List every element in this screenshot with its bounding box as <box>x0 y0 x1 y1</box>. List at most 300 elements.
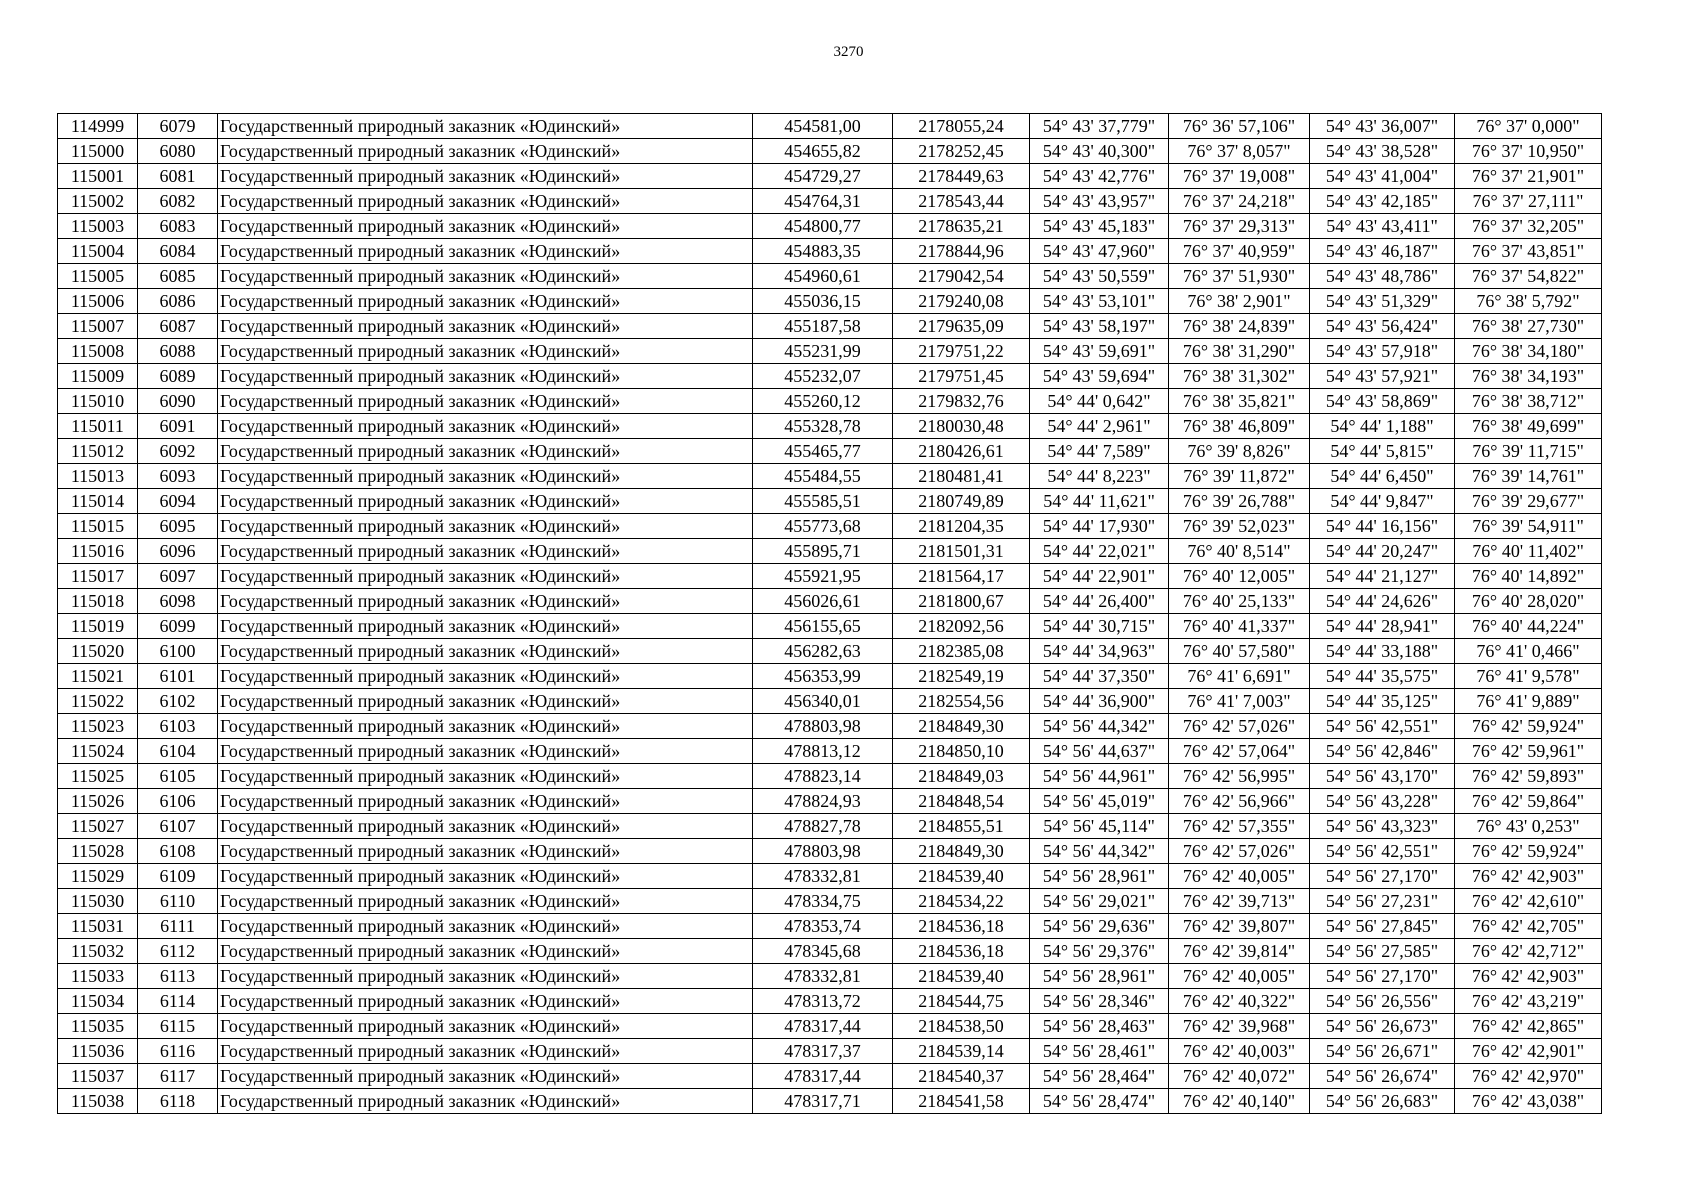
row-number-cell: 115013 <box>58 464 138 489</box>
x-coordinate-cell: 455585,51 <box>753 489 893 514</box>
y-coordinate-cell: 2179042,54 <box>893 264 1030 289</box>
name-cell: Государственный природный заказник «Юдинский» <box>218 139 753 164</box>
point-number-cell: 6097 <box>138 564 218 589</box>
x-coordinate-cell: 478317,71 <box>753 1089 893 1114</box>
latitude-cell: 54° 43' 42,776" <box>1030 164 1169 189</box>
y-coordinate-cell: 2184541,58 <box>893 1089 1030 1114</box>
latitude-alt-cell: 54° 44' 9,847" <box>1310 489 1455 514</box>
latitude-alt-cell: 54° 43' 36,007" <box>1310 114 1455 139</box>
row-number-cell: 115004 <box>58 239 138 264</box>
name-cell: Государственный природный заказник «Юдинский» <box>218 964 753 989</box>
latitude-alt-cell: 54° 56' 27,845" <box>1310 914 1455 939</box>
x-coordinate-cell: 456353,99 <box>753 664 893 689</box>
latitude-alt-cell: 54° 44' 1,188" <box>1310 414 1455 439</box>
latitude-cell: 54° 43' 59,691" <box>1030 339 1169 364</box>
latitude-cell: 54° 44' 0,642" <box>1030 389 1169 414</box>
row-number-cell: 115022 <box>58 689 138 714</box>
name-cell: Государственный природный заказник «Юдинский» <box>218 514 753 539</box>
x-coordinate-cell: 455465,77 <box>753 439 893 464</box>
y-coordinate-cell: 2184538,50 <box>893 1014 1030 1039</box>
row-number-cell: 115001 <box>58 164 138 189</box>
row-number-cell: 115000 <box>58 139 138 164</box>
point-number-cell: 6101 <box>138 664 218 689</box>
latitude-cell: 54° 44' 8,223" <box>1030 464 1169 489</box>
longitude-alt-cell: 76° 37' 0,000" <box>1455 114 1602 139</box>
longitude-alt-cell: 76° 37' 54,822" <box>1455 264 1602 289</box>
row-number-cell: 115018 <box>58 589 138 614</box>
row-number-cell: 115005 <box>58 264 138 289</box>
name-cell: Государственный природный заказник «Юдинский» <box>218 789 753 814</box>
longitude-alt-cell: 76° 42' 42,903" <box>1455 964 1602 989</box>
longitude-cell: 76° 40' 25,133" <box>1169 589 1310 614</box>
latitude-alt-cell: 54° 56' 42,551" <box>1310 714 1455 739</box>
longitude-alt-cell: 76° 42' 59,893" <box>1455 764 1602 789</box>
name-cell: Государственный природный заказник «Юдинский» <box>218 314 753 339</box>
longitude-alt-cell: 76° 37' 32,205" <box>1455 214 1602 239</box>
y-coordinate-cell: 2184536,18 <box>893 939 1030 964</box>
longitude-cell: 76° 42' 40,003" <box>1169 1039 1310 1064</box>
longitude-alt-cell: 76° 37' 27,111" <box>1455 189 1602 214</box>
latitude-cell: 54° 44' 34,963" <box>1030 639 1169 664</box>
table-row <box>58 789 1602 814</box>
longitude-alt-cell: 76° 42' 59,864" <box>1455 789 1602 814</box>
row-number-cell: 115034 <box>58 989 138 1014</box>
y-coordinate-cell: 2178543,44 <box>893 189 1030 214</box>
name-cell: Государственный природный заказник «Юдинский» <box>218 489 753 514</box>
row-number-cell: 115024 <box>58 739 138 764</box>
x-coordinate-cell: 455921,95 <box>753 564 893 589</box>
y-coordinate-cell: 2184539,40 <box>893 964 1030 989</box>
table-row <box>58 339 1602 364</box>
y-coordinate-cell: 2179635,09 <box>893 314 1030 339</box>
latitude-cell: 54° 56' 29,021" <box>1030 889 1169 914</box>
longitude-alt-cell: 76° 38' 34,180" <box>1455 339 1602 364</box>
name-cell: Государственный природный заказник «Юдинский» <box>218 1014 753 1039</box>
latitude-cell: 54° 43' 43,957" <box>1030 189 1169 214</box>
longitude-cell: 76° 39' 8,826" <box>1169 439 1310 464</box>
x-coordinate-cell: 455231,99 <box>753 339 893 364</box>
name-cell: Государственный природный заказник «Юдинский» <box>218 1064 753 1089</box>
row-number-cell: 115032 <box>58 939 138 964</box>
row-number-cell: 115014 <box>58 489 138 514</box>
longitude-alt-cell: 76° 39' 54,911" <box>1455 514 1602 539</box>
longitude-alt-cell: 76° 38' 49,699" <box>1455 414 1602 439</box>
point-number-cell: 6089 <box>138 364 218 389</box>
point-number-cell: 6117 <box>138 1064 218 1089</box>
coordinates-table <box>57 113 1602 1114</box>
longitude-cell: 76° 42' 40,005" <box>1169 964 1310 989</box>
latitude-cell: 54° 43' 40,300" <box>1030 139 1169 164</box>
y-coordinate-cell: 2178449,63 <box>893 164 1030 189</box>
row-number-cell: 115006 <box>58 289 138 314</box>
name-cell: Государственный природный заказник «Юдинский» <box>218 989 753 1014</box>
longitude-alt-cell: 76° 42' 59,924" <box>1455 839 1602 864</box>
x-coordinate-cell: 478813,12 <box>753 739 893 764</box>
table-row <box>58 939 1602 964</box>
row-number-cell: 115027 <box>58 814 138 839</box>
row-number-cell: 115025 <box>58 764 138 789</box>
x-coordinate-cell: 454655,82 <box>753 139 893 164</box>
row-number-cell: 115011 <box>58 414 138 439</box>
point-number-cell: 6104 <box>138 739 218 764</box>
x-coordinate-cell: 478313,72 <box>753 989 893 1014</box>
x-coordinate-cell: 478317,44 <box>753 1014 893 1039</box>
longitude-cell: 76° 40' 57,580" <box>1169 639 1310 664</box>
latitude-cell: 54° 44' 17,930" <box>1030 514 1169 539</box>
table-row <box>58 314 1602 339</box>
longitude-alt-cell: 76° 37' 10,950" <box>1455 139 1602 164</box>
table-body <box>58 114 1602 1114</box>
longitude-alt-cell: 76° 42' 43,038" <box>1455 1089 1602 1114</box>
table-row <box>58 1089 1602 1114</box>
latitude-cell: 54° 56' 28,961" <box>1030 964 1169 989</box>
latitude-alt-cell: 54° 56' 27,585" <box>1310 939 1455 964</box>
name-cell: Государственный природный заказник «Юдинский» <box>218 739 753 764</box>
y-coordinate-cell: 2179751,45 <box>893 364 1030 389</box>
table-row <box>58 839 1602 864</box>
latitude-cell: 54° 43' 45,183" <box>1030 214 1169 239</box>
table-row <box>58 464 1602 489</box>
latitude-cell: 54° 56' 28,346" <box>1030 989 1169 1014</box>
x-coordinate-cell: 478334,75 <box>753 889 893 914</box>
row-number-cell: 115038 <box>58 1089 138 1114</box>
row-number-cell: 115007 <box>58 314 138 339</box>
latitude-cell: 54° 56' 29,376" <box>1030 939 1169 964</box>
longitude-cell: 76° 42' 57,026" <box>1169 714 1310 739</box>
y-coordinate-cell: 2184539,40 <box>893 864 1030 889</box>
row-number-cell: 115037 <box>58 1064 138 1089</box>
longitude-cell: 76° 38' 46,809" <box>1169 414 1310 439</box>
longitude-cell: 76° 42' 57,026" <box>1169 839 1310 864</box>
latitude-cell: 54° 56' 44,342" <box>1030 714 1169 739</box>
x-coordinate-cell: 478803,98 <box>753 839 893 864</box>
table-row <box>58 914 1602 939</box>
table-row <box>58 739 1602 764</box>
longitude-alt-cell: 76° 42' 42,712" <box>1455 939 1602 964</box>
x-coordinate-cell: 454960,61 <box>753 264 893 289</box>
point-number-cell: 6083 <box>138 214 218 239</box>
x-coordinate-cell: 454729,27 <box>753 164 893 189</box>
y-coordinate-cell: 2179240,08 <box>893 289 1030 314</box>
point-number-cell: 6108 <box>138 839 218 864</box>
name-cell: Государственный природный заказник «Юдинский» <box>218 114 753 139</box>
latitude-cell: 54° 56' 44,637" <box>1030 739 1169 764</box>
x-coordinate-cell: 454764,31 <box>753 189 893 214</box>
longitude-cell: 76° 38' 2,901" <box>1169 289 1310 314</box>
latitude-cell: 54° 44' 30,715" <box>1030 614 1169 639</box>
longitude-cell: 76° 37' 51,930" <box>1169 264 1310 289</box>
longitude-cell: 76° 40' 8,514" <box>1169 539 1310 564</box>
latitude-cell: 54° 44' 37,350" <box>1030 664 1169 689</box>
point-number-cell: 6092 <box>138 439 218 464</box>
table-row <box>58 1014 1602 1039</box>
row-number-cell: 115028 <box>58 839 138 864</box>
longitude-alt-cell: 76° 40' 28,020" <box>1455 589 1602 614</box>
table-row <box>58 414 1602 439</box>
longitude-alt-cell: 76° 41' 0,466" <box>1455 639 1602 664</box>
latitude-alt-cell: 54° 44' 21,127" <box>1310 564 1455 589</box>
longitude-cell: 76° 37' 8,057" <box>1169 139 1310 164</box>
y-coordinate-cell: 2184848,54 <box>893 789 1030 814</box>
x-coordinate-cell: 455773,68 <box>753 514 893 539</box>
y-coordinate-cell: 2182385,08 <box>893 639 1030 664</box>
longitude-cell: 76° 42' 39,968" <box>1169 1014 1310 1039</box>
point-number-cell: 6107 <box>138 814 218 839</box>
point-number-cell: 6093 <box>138 464 218 489</box>
longitude-cell: 76° 38' 35,821" <box>1169 389 1310 414</box>
latitude-alt-cell: 54° 44' 6,450" <box>1310 464 1455 489</box>
y-coordinate-cell: 2184849,03 <box>893 764 1030 789</box>
longitude-cell: 76° 38' 31,290" <box>1169 339 1310 364</box>
x-coordinate-cell: 478332,81 <box>753 964 893 989</box>
row-number-cell: 115031 <box>58 914 138 939</box>
latitude-cell: 54° 44' 22,901" <box>1030 564 1169 589</box>
y-coordinate-cell: 2182092,56 <box>893 614 1030 639</box>
name-cell: Государственный природный заказник «Юдинский» <box>218 839 753 864</box>
longitude-alt-cell: 76° 42' 43,219" <box>1455 989 1602 1014</box>
name-cell: Государственный природный заказник «Юдинский» <box>218 664 753 689</box>
table-row <box>58 214 1602 239</box>
x-coordinate-cell: 456026,61 <box>753 589 893 614</box>
x-coordinate-cell: 478317,44 <box>753 1064 893 1089</box>
name-cell: Государственный природный заказник «Юдинский» <box>218 764 753 789</box>
row-number-cell: 115015 <box>58 514 138 539</box>
x-coordinate-cell: 478803,98 <box>753 714 893 739</box>
name-cell: Государственный природный заказник «Юдинский» <box>218 864 753 889</box>
point-number-cell: 6085 <box>138 264 218 289</box>
table-row <box>58 764 1602 789</box>
longitude-cell: 76° 40' 41,337" <box>1169 614 1310 639</box>
latitude-alt-cell: 54° 44' 24,626" <box>1310 589 1455 614</box>
name-cell: Государственный природный заказник «Юдинский» <box>218 439 753 464</box>
x-coordinate-cell: 455187,58 <box>753 314 893 339</box>
latitude-alt-cell: 54° 56' 26,674" <box>1310 1064 1455 1089</box>
y-coordinate-cell: 2184855,51 <box>893 814 1030 839</box>
latitude-cell: 54° 44' 2,961" <box>1030 414 1169 439</box>
latitude-alt-cell: 54° 56' 42,551" <box>1310 839 1455 864</box>
row-number-cell: 115023 <box>58 714 138 739</box>
y-coordinate-cell: 2184850,10 <box>893 739 1030 764</box>
latitude-cell: 54° 43' 47,960" <box>1030 239 1169 264</box>
name-cell: Государственный природный заказник «Юдинский» <box>218 814 753 839</box>
x-coordinate-cell: 478824,93 <box>753 789 893 814</box>
name-cell: Государственный природный заказник «Юдинский» <box>218 564 753 589</box>
table-row <box>58 664 1602 689</box>
longitude-alt-cell: 76° 42' 59,961" <box>1455 739 1602 764</box>
x-coordinate-cell: 478332,81 <box>753 864 893 889</box>
y-coordinate-cell: 2184540,37 <box>893 1064 1030 1089</box>
longitude-cell: 76° 42' 57,064" <box>1169 739 1310 764</box>
table-row <box>58 389 1602 414</box>
longitude-alt-cell: 76° 40' 44,224" <box>1455 614 1602 639</box>
y-coordinate-cell: 2184544,75 <box>893 989 1030 1014</box>
row-number-cell: 115016 <box>58 539 138 564</box>
point-number-cell: 6106 <box>138 789 218 814</box>
y-coordinate-cell: 2178055,24 <box>893 114 1030 139</box>
x-coordinate-cell: 478345,68 <box>753 939 893 964</box>
latitude-alt-cell: 54° 43' 43,411" <box>1310 214 1455 239</box>
latitude-cell: 54° 56' 29,636" <box>1030 914 1169 939</box>
point-number-cell: 6084 <box>138 239 218 264</box>
longitude-cell: 76° 42' 57,355" <box>1169 814 1310 839</box>
longitude-alt-cell: 76° 42' 42,901" <box>1455 1039 1602 1064</box>
longitude-cell: 76° 42' 56,966" <box>1169 789 1310 814</box>
row-number-cell: 114999 <box>58 114 138 139</box>
longitude-cell: 76° 41' 7,003" <box>1169 689 1310 714</box>
x-coordinate-cell: 456340,01 <box>753 689 893 714</box>
longitude-cell: 76° 42' 40,322" <box>1169 989 1310 1014</box>
row-number-cell: 115033 <box>58 964 138 989</box>
name-cell: Государственный природный заказник «Юдинский» <box>218 464 753 489</box>
table-row <box>58 364 1602 389</box>
latitude-cell: 54° 43' 37,779" <box>1030 114 1169 139</box>
latitude-cell: 54° 56' 28,464" <box>1030 1064 1169 1089</box>
point-number-cell: 6095 <box>138 514 218 539</box>
latitude-alt-cell: 54° 44' 20,247" <box>1310 539 1455 564</box>
page-number: 3270 <box>833 44 864 60</box>
point-number-cell: 6090 <box>138 389 218 414</box>
y-coordinate-cell: 2184849,30 <box>893 839 1030 864</box>
x-coordinate-cell: 455260,12 <box>753 389 893 414</box>
row-number-cell: 115021 <box>58 664 138 689</box>
longitude-cell: 76° 39' 52,023" <box>1169 514 1310 539</box>
point-number-cell: 6081 <box>138 164 218 189</box>
y-coordinate-cell: 2181800,67 <box>893 589 1030 614</box>
longitude-alt-cell: 76° 42' 59,924" <box>1455 714 1602 739</box>
name-cell: Государственный природный заказник «Юдинский» <box>218 714 753 739</box>
row-number-cell: 115009 <box>58 364 138 389</box>
longitude-alt-cell: 76° 42' 42,970" <box>1455 1064 1602 1089</box>
latitude-alt-cell: 54° 56' 27,170" <box>1310 964 1455 989</box>
point-number-cell: 6098 <box>138 589 218 614</box>
x-coordinate-cell: 478353,74 <box>753 914 893 939</box>
table-row <box>58 164 1602 189</box>
longitude-alt-cell: 76° 37' 43,851" <box>1455 239 1602 264</box>
table-row <box>58 289 1602 314</box>
longitude-cell: 76° 42' 39,814" <box>1169 939 1310 964</box>
row-number-cell: 115036 <box>58 1039 138 1064</box>
longitude-alt-cell: 76° 42' 42,610" <box>1455 889 1602 914</box>
point-number-cell: 6116 <box>138 1039 218 1064</box>
latitude-cell: 54° 44' 26,400" <box>1030 589 1169 614</box>
point-number-cell: 6103 <box>138 714 218 739</box>
longitude-cell: 76° 42' 40,140" <box>1169 1089 1310 1114</box>
latitude-alt-cell: 54° 44' 16,156" <box>1310 514 1455 539</box>
latitude-cell: 54° 44' 7,589" <box>1030 439 1169 464</box>
longitude-alt-cell: 76° 38' 38,712" <box>1455 389 1602 414</box>
latitude-cell: 54° 56' 45,114" <box>1030 814 1169 839</box>
longitude-cell: 76° 37' 29,313" <box>1169 214 1310 239</box>
point-number-cell: 6082 <box>138 189 218 214</box>
table-row <box>58 989 1602 1014</box>
table-row <box>58 264 1602 289</box>
latitude-alt-cell: 54° 56' 27,231" <box>1310 889 1455 914</box>
x-coordinate-cell: 454883,35 <box>753 239 893 264</box>
name-cell: Государственный природный заказник «Юдинский» <box>218 289 753 314</box>
name-cell: Государственный природный заказник «Юдинский» <box>218 339 753 364</box>
x-coordinate-cell: 456282,63 <box>753 639 893 664</box>
table-row <box>58 439 1602 464</box>
latitude-cell: 54° 43' 59,694" <box>1030 364 1169 389</box>
table-row <box>58 239 1602 264</box>
table-row <box>58 189 1602 214</box>
y-coordinate-cell: 2182554,56 <box>893 689 1030 714</box>
row-number-cell: 115002 <box>58 189 138 214</box>
table-row <box>58 964 1602 989</box>
point-number-cell: 6099 <box>138 614 218 639</box>
point-number-cell: 6109 <box>138 864 218 889</box>
point-number-cell: 6113 <box>138 964 218 989</box>
longitude-cell: 76° 39' 26,788" <box>1169 489 1310 514</box>
latitude-cell: 54° 56' 28,474" <box>1030 1089 1169 1114</box>
longitude-cell: 76° 37' 19,008" <box>1169 164 1310 189</box>
table-row <box>58 114 1602 139</box>
y-coordinate-cell: 2180481,41 <box>893 464 1030 489</box>
y-coordinate-cell: 2179751,22 <box>893 339 1030 364</box>
x-coordinate-cell: 454581,00 <box>753 114 893 139</box>
row-number-cell: 115003 <box>58 214 138 239</box>
longitude-cell: 76° 40' 12,005" <box>1169 564 1310 589</box>
latitude-cell: 54° 43' 50,559" <box>1030 264 1169 289</box>
latitude-cell: 54° 56' 44,961" <box>1030 764 1169 789</box>
latitude-cell: 54° 43' 53,101" <box>1030 289 1169 314</box>
point-number-cell: 6114 <box>138 989 218 1014</box>
longitude-cell: 76° 38' 24,839" <box>1169 314 1310 339</box>
latitude-alt-cell: 54° 43' 57,921" <box>1310 364 1455 389</box>
latitude-cell: 54° 56' 28,961" <box>1030 864 1169 889</box>
latitude-alt-cell: 54° 44' 35,125" <box>1310 689 1455 714</box>
point-number-cell: 6088 <box>138 339 218 364</box>
latitude-alt-cell: 54° 43' 56,424" <box>1310 314 1455 339</box>
x-coordinate-cell: 455484,55 <box>753 464 893 489</box>
name-cell: Государственный природный заказник «Юдинский» <box>218 914 753 939</box>
latitude-alt-cell: 54° 43' 57,918" <box>1310 339 1455 364</box>
row-number-cell: 115019 <box>58 614 138 639</box>
row-number-cell: 115030 <box>58 889 138 914</box>
name-cell: Государственный природный заказник «Юдинский» <box>218 164 753 189</box>
name-cell: Государственный природный заказник «Юдинский» <box>218 264 753 289</box>
point-number-cell: 6111 <box>138 914 218 939</box>
latitude-alt-cell: 54° 56' 26,673" <box>1310 1014 1455 1039</box>
longitude-alt-cell: 76° 42' 42,903" <box>1455 864 1602 889</box>
name-cell: Государственный природный заказник «Юдинский» <box>218 539 753 564</box>
table-row <box>58 864 1602 889</box>
y-coordinate-cell: 2181204,35 <box>893 514 1030 539</box>
table-row <box>58 689 1602 714</box>
x-coordinate-cell: 455895,71 <box>753 539 893 564</box>
x-coordinate-cell: 478317,37 <box>753 1039 893 1064</box>
table-row <box>58 714 1602 739</box>
x-coordinate-cell: 454800,77 <box>753 214 893 239</box>
row-number-cell: 115035 <box>58 1014 138 1039</box>
y-coordinate-cell: 2178252,45 <box>893 139 1030 164</box>
latitude-alt-cell: 54° 43' 46,187" <box>1310 239 1455 264</box>
latitude-alt-cell: 54° 43' 41,004" <box>1310 164 1455 189</box>
latitude-cell: 54° 56' 44,342" <box>1030 839 1169 864</box>
row-number-cell: 115020 <box>58 639 138 664</box>
point-number-cell: 6110 <box>138 889 218 914</box>
name-cell: Государственный природный заказник «Юдинский» <box>218 414 753 439</box>
y-coordinate-cell: 2178844,96 <box>893 239 1030 264</box>
longitude-alt-cell: 76° 38' 27,730" <box>1455 314 1602 339</box>
name-cell: Государственный природный заказник «Юдинский» <box>218 614 753 639</box>
y-coordinate-cell: 2180749,89 <box>893 489 1030 514</box>
longitude-alt-cell: 76° 42' 42,705" <box>1455 914 1602 939</box>
name-cell: Государственный природный заказник «Юдинский» <box>218 239 753 264</box>
longitude-alt-cell: 76° 41' 9,578" <box>1455 664 1602 689</box>
table-row <box>58 139 1602 164</box>
table-row <box>58 589 1602 614</box>
